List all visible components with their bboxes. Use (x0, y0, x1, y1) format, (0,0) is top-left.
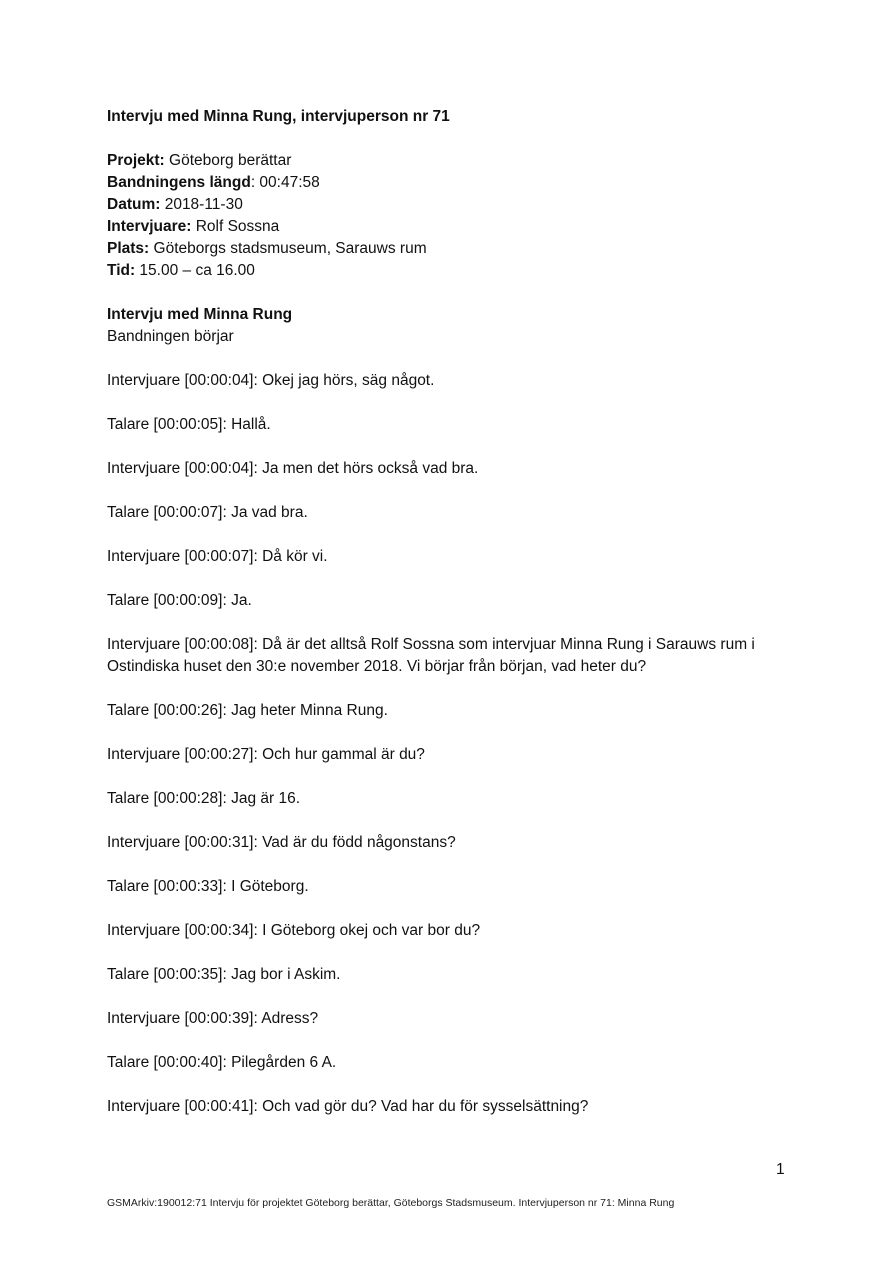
transcript-paragraph: Intervjuare [00:00:07]: Då kör vi. (107, 548, 328, 565)
transcript-paragraph: Intervjuare [00:00:04]: Okej jag hörs, säg något. (107, 372, 435, 389)
metadata-value: 2018-11-30 (160, 196, 243, 213)
page-footer: GSMArkiv:190012:71 Intervju för projektet Göteborg berättar, Göteborgs Stadsmuseum. Intervjuperson nr 71: Minna Rung (107, 1197, 675, 1209)
metadata-value: : 00:47:58 (250, 174, 320, 191)
spacer (107, 282, 797, 304)
metadata-value: Göteborg berättar (164, 152, 292, 169)
transcript-paragraph: Talare [00:00:40]: Pilegården 6 A. (107, 1054, 337, 1071)
metadata-interviewer (107, 216, 797, 238)
transcript-paragraph: Intervjuare [00:00:04]: Ja men det hörs också vad bra. (107, 460, 479, 477)
transcript-paragraph: Intervjuare [00:00:39]: Adress? (107, 1010, 319, 1027)
transcript-paragraph: Talare [00:00:35]: Jag bor i Askim. (107, 966, 341, 983)
metadata-duration (107, 172, 797, 194)
transcript-paragraph: Talare [00:00:28]: Jag är 16. (107, 790, 301, 807)
transcript-paragraph: Intervjuare [00:00:41]: Och vad gör du? Vad har du för sysselsättning? (107, 1098, 589, 1115)
metadata-date (107, 194, 797, 216)
metadata-key: Intervjuare: (107, 218, 192, 235)
transcript-paragraph: Talare [00:00:07]: Ja vad bra. (107, 504, 308, 521)
transcript-paragraph: Talare [00:00:09]: Ja. (107, 592, 252, 609)
metadata-project (107, 150, 797, 172)
transcript-paragraph: Talare [00:00:26]: Jag heter Minna Rung. (107, 702, 388, 719)
metadata-key: Projekt: (107, 152, 165, 169)
page-number: 1 (776, 1161, 785, 1178)
spacer (107, 348, 797, 370)
metadata-value: 15.00 – ca 16.00 (135, 262, 255, 279)
transcript-paragraph: Intervjuare [00:00:27]: Och hur gammal är du? (107, 746, 425, 763)
document-body (107, 106, 797, 1140)
metadata-key: Tid: (107, 262, 136, 279)
document-title: Intervju med Minna Rung, intervjuperson nr 71 (107, 108, 450, 125)
metadata-value: Rolf Sossna (191, 218, 280, 235)
transcript-paragraph: Intervjuare [00:00:34]: I Göteborg okej och var bor du? (107, 922, 481, 939)
metadata-key: Datum: (107, 196, 161, 213)
spacer (107, 128, 797, 150)
section-title: Intervju med Minna Rung (107, 306, 293, 323)
metadata-place (107, 238, 797, 260)
metadata-key: Plats: (107, 240, 150, 257)
transcript-paragraph: Talare [00:00:33]: I Göteborg. (107, 878, 309, 895)
metadata-key: Bandningens längd (107, 174, 251, 191)
metadata-time (107, 260, 797, 282)
metadata-block (107, 150, 797, 282)
transcript-paragraph: Intervjuare [00:00:31]: Vad är du född någonstans? (107, 834, 456, 851)
metadata-value: Göteborgs stadsmuseum, Sarauws rum (149, 240, 427, 257)
transcript (107, 370, 797, 1118)
transcript-paragraph: Intervjuare [00:00:08]: Då är det alltså Rolf Sossna som intervjuar Minna Rung i Sarauws rum i Ostindiska huset den 30:e november 2018. Vi börjar från början, vad heter du? (107, 636, 755, 675)
section-subtitle: Bandningen börjar (107, 328, 234, 345)
transcript-paragraph: Talare [00:00:05]: Hallå. (107, 416, 271, 433)
